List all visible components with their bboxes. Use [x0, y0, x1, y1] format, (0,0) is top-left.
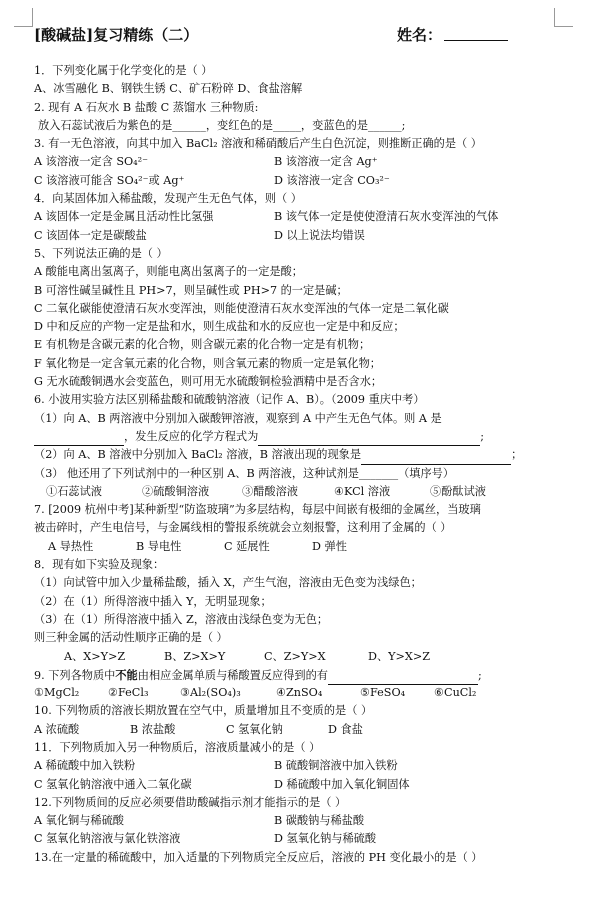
question-6-part-1 [34, 410, 554, 428]
option: A 该溶液一定含 SO₄²⁻ [34, 155, 149, 169]
option: A 导热性 [48, 539, 94, 553]
option: D 稀硫酸中加入氧化铜固体 [274, 777, 410, 791]
option: A、X>Y>Z [64, 649, 126, 663]
option: G 无水硫酸铜遇水会变蓝色，则可用无水硫酸铜检验酒精中是否含水； [34, 375, 383, 389]
option: F 氧化物是一定含氧元素的化合物，则含氧元素的物质一定是氧化物； [34, 356, 381, 370]
question-3-stem: 3. 有一无色溶液，向其中加入 BaCl₂ 溶液和稀硝酸后产生白色沉淀，则推断正确的是（ ） [34, 137, 482, 151]
question-11-options-row [34, 776, 554, 794]
option: C 该溶液可能含 SO₄²⁻或 Ag⁺ [34, 173, 185, 187]
option: A 氧化铜与稀硫酸 [34, 814, 124, 828]
question-4-options-row [34, 208, 554, 226]
question-7-line-2: 被击碎时，产生电信号，与金属线相的警报系统就会立刻报警，这利用了金属的（ ） [34, 521, 452, 535]
question-7-line-1: 7. [2009 杭州中考]某种新型“防盗玻璃”为多层结构，每层中间嵌有极细的金属丝，当玻璃 [34, 503, 481, 517]
option: A 酸能电离出氢离子，则能电离出氢离子的一定是酸； [34, 265, 303, 279]
question-6-part-1-text: （1）向 A、B 两溶液中分别加入碳酸钾溶液，观察到 A 中产生无色气体。则 A 是 [34, 411, 442, 425]
question-9-stem-text: 由相应金属单质与稀酸置反应得到的有 [137, 668, 328, 682]
option: D 食盐 [328, 722, 363, 736]
question-9-stem-text: 9. 下列各物质中 [34, 668, 116, 682]
option: ④KCl 溶液 [334, 484, 391, 498]
option: D、Y>X>Z [368, 649, 431, 663]
option: B 该溶液一定含 Ag⁺ [274, 155, 378, 169]
question-7-options [34, 538, 554, 556]
question-6-part-2: （2）向 A、B 溶液中分别加入 BaCl₂ 溶液，B 溶液出现的现象是 ； [34, 446, 554, 464]
worksheet-header [34, 22, 554, 52]
question-6-stem: 6. 小波用实验方法区别稀盐酸和硫酸钠溶液（记作 A、B）。（2009 重庆中考） [34, 393, 425, 407]
question-12-options-row [34, 830, 554, 848]
option: A 稀硫酸中加入铁粉 [34, 759, 136, 773]
option: ⑤酚酞试液 [430, 484, 486, 498]
question-4-stem: 4．向某固体加入稀盐酸，发现产生无色气体，则（ ） [34, 192, 302, 206]
question-12-options-row [34, 812, 554, 830]
option: ⑥CuCl₂ [434, 686, 477, 700]
question-6-part-2-text: （2）向 A、B 溶液中分别加入 BaCl₂ 溶液，B 溶液出现的现象是 [34, 448, 362, 462]
option: ②FeCl₃ [108, 686, 149, 700]
question-10-options [34, 721, 554, 739]
question-4-options-row [34, 227, 554, 245]
question-11-stem: 11．下列物质加入另一种物质后，溶液质量减小的是（ ） [34, 740, 321, 754]
option: C 该固体一定是碳酸盐 [34, 228, 147, 242]
name-label: 姓名： [397, 26, 443, 44]
option: C 氢氧化钠溶液中通入二氧化碳 [34, 777, 192, 791]
option: D 以上说法均错误 [274, 228, 365, 242]
question-8-step: （1）向试管中加入少量稀盐酸，插入 X，产生气泡，溶液由无色变为浅绿色； [34, 576, 422, 590]
option: B 导电性 [136, 539, 182, 553]
option: C、Z>Y>X [264, 649, 326, 663]
answer-blank[interactable] [361, 452, 511, 465]
option: B 浓盐酸 [130, 722, 176, 736]
question-6-part-3: （3） 他还用了下列试剂中的一种区别 A、B 两溶液，这种试剂是_______（填序号） [34, 466, 455, 480]
question-9-stem: 9. 下列各物质中不能由相应金属单质与稀酸置反应得到的有 ; [34, 666, 554, 684]
option: ③Al₂(SO₄)₃ [180, 686, 241, 700]
question-1-options: A、冰雪融化 B、钢铁生锈 C、矿石粉碎 D、食盐溶解 [34, 82, 303, 96]
page-corner-mark [14, 8, 33, 27]
option: C 二氧化碳能使澄清石灰水变浑浊，则能使澄清石灰水变浑浊的气体一定是二氧化碳 [34, 301, 449, 315]
question-9-options [34, 684, 554, 702]
question-2-stem: 2. 现有 A 石灰水 B 盐酸 C 蒸馏水 三种物质: [34, 100, 259, 114]
question-11-options-row [34, 757, 554, 775]
question-2-prompt: 放入石蕊试液后为紫色的是______，变红色的是_____，变蓝色的是______; [38, 118, 406, 132]
question-9-emphasis: 不能 [115, 667, 138, 682]
option: C 氢氧化钠 [226, 722, 283, 736]
answer-blank[interactable] [258, 433, 480, 446]
option: B 该气体一定是使使澄清石灰水变浑浊的气体 [274, 210, 499, 224]
question-6-part-1b: ，发生反应的化学方程式为 ; [34, 428, 554, 446]
option: D 该溶液一定含 CO₃²⁻ [274, 173, 390, 187]
answer-blank[interactable] [34, 433, 124, 446]
option: ①MgCl₂ [34, 686, 80, 700]
question-8-options [34, 648, 554, 666]
question-10-stem: 10. 下列物质的溶液长期放置在空气中，质量增加且不变质的是（ ） [34, 704, 373, 718]
name-blank[interactable] [444, 26, 508, 41]
option: D 氢氧化钠与稀硫酸 [274, 832, 377, 846]
question-13-stem: 13.在一定量的稀硫酸中，加入适量的下列物质完全反应后，溶液的 PH 变化最小的是（ ） [34, 850, 483, 864]
question-8-stem: 8．现有如下实验及现象： [34, 558, 165, 572]
question-8-question: 则三种金属的活动性顺序正确的是（ ） [34, 631, 228, 645]
option: ③醋酸溶液 [242, 484, 298, 498]
question-5-stem: 5、下列说法正确的是（ ） [34, 246, 168, 260]
option: ②硫酸铜溶液 [142, 484, 210, 498]
option: D 中和反应的产物一定是盐和水，则生成盐和水的反应也一定是中和反应； [34, 320, 405, 334]
question-3-options-row [34, 172, 554, 190]
option: C 延展性 [224, 539, 270, 553]
option: E 有机物是含碳元素的化合物，则含碳元素的化合物一定是有机物； [34, 338, 371, 352]
option: A 浓硫酸 [34, 722, 80, 736]
option: ①石蕊试液 [46, 484, 102, 498]
question-6-part-1b-text: ，发生反应的化学方程式为 [124, 429, 259, 443]
option: ④ZnSO₄ [276, 686, 323, 700]
option: A 该固体一定是金属且活动性比氢强 [34, 210, 214, 224]
question-3-options-row [34, 153, 554, 171]
option: D 弹性 [312, 539, 347, 553]
option: ⑤FeSO₄ [360, 686, 406, 700]
option: C 氢氧化钠溶液与氯化铁溶液 [34, 832, 181, 846]
question-8-step: （3）在（1）所得溶液中插入 Z，溶液由浅绿色变为无色； [34, 612, 329, 626]
question-1-stem: 1．下列变化属于化学变化的是（ ） [34, 64, 213, 77]
option: B 可溶性碱呈碱性且 PH>7，则呈碱性或 PH>7 的一定是碱； [34, 283, 348, 297]
worksheet-content [34, 22, 554, 867]
page-corner-mark [554, 8, 573, 27]
option: B、Z>X>Y [164, 649, 226, 663]
question-6-reagents [34, 483, 554, 501]
question-12-stem: 12.下列物质间的反应必须要借助酸碱指示剂才能指示的是（ ） [34, 795, 347, 809]
page-title: [酸碱盐]复习精练（二） [34, 26, 199, 44]
option: B 硫酸铜溶液中加入铁粉 [274, 759, 398, 773]
option: B 碳酸钠与稀盐酸 [274, 814, 365, 828]
question-8-step: （2）在（1）所得溶液中插入 Y，无明显现象； [34, 594, 272, 608]
